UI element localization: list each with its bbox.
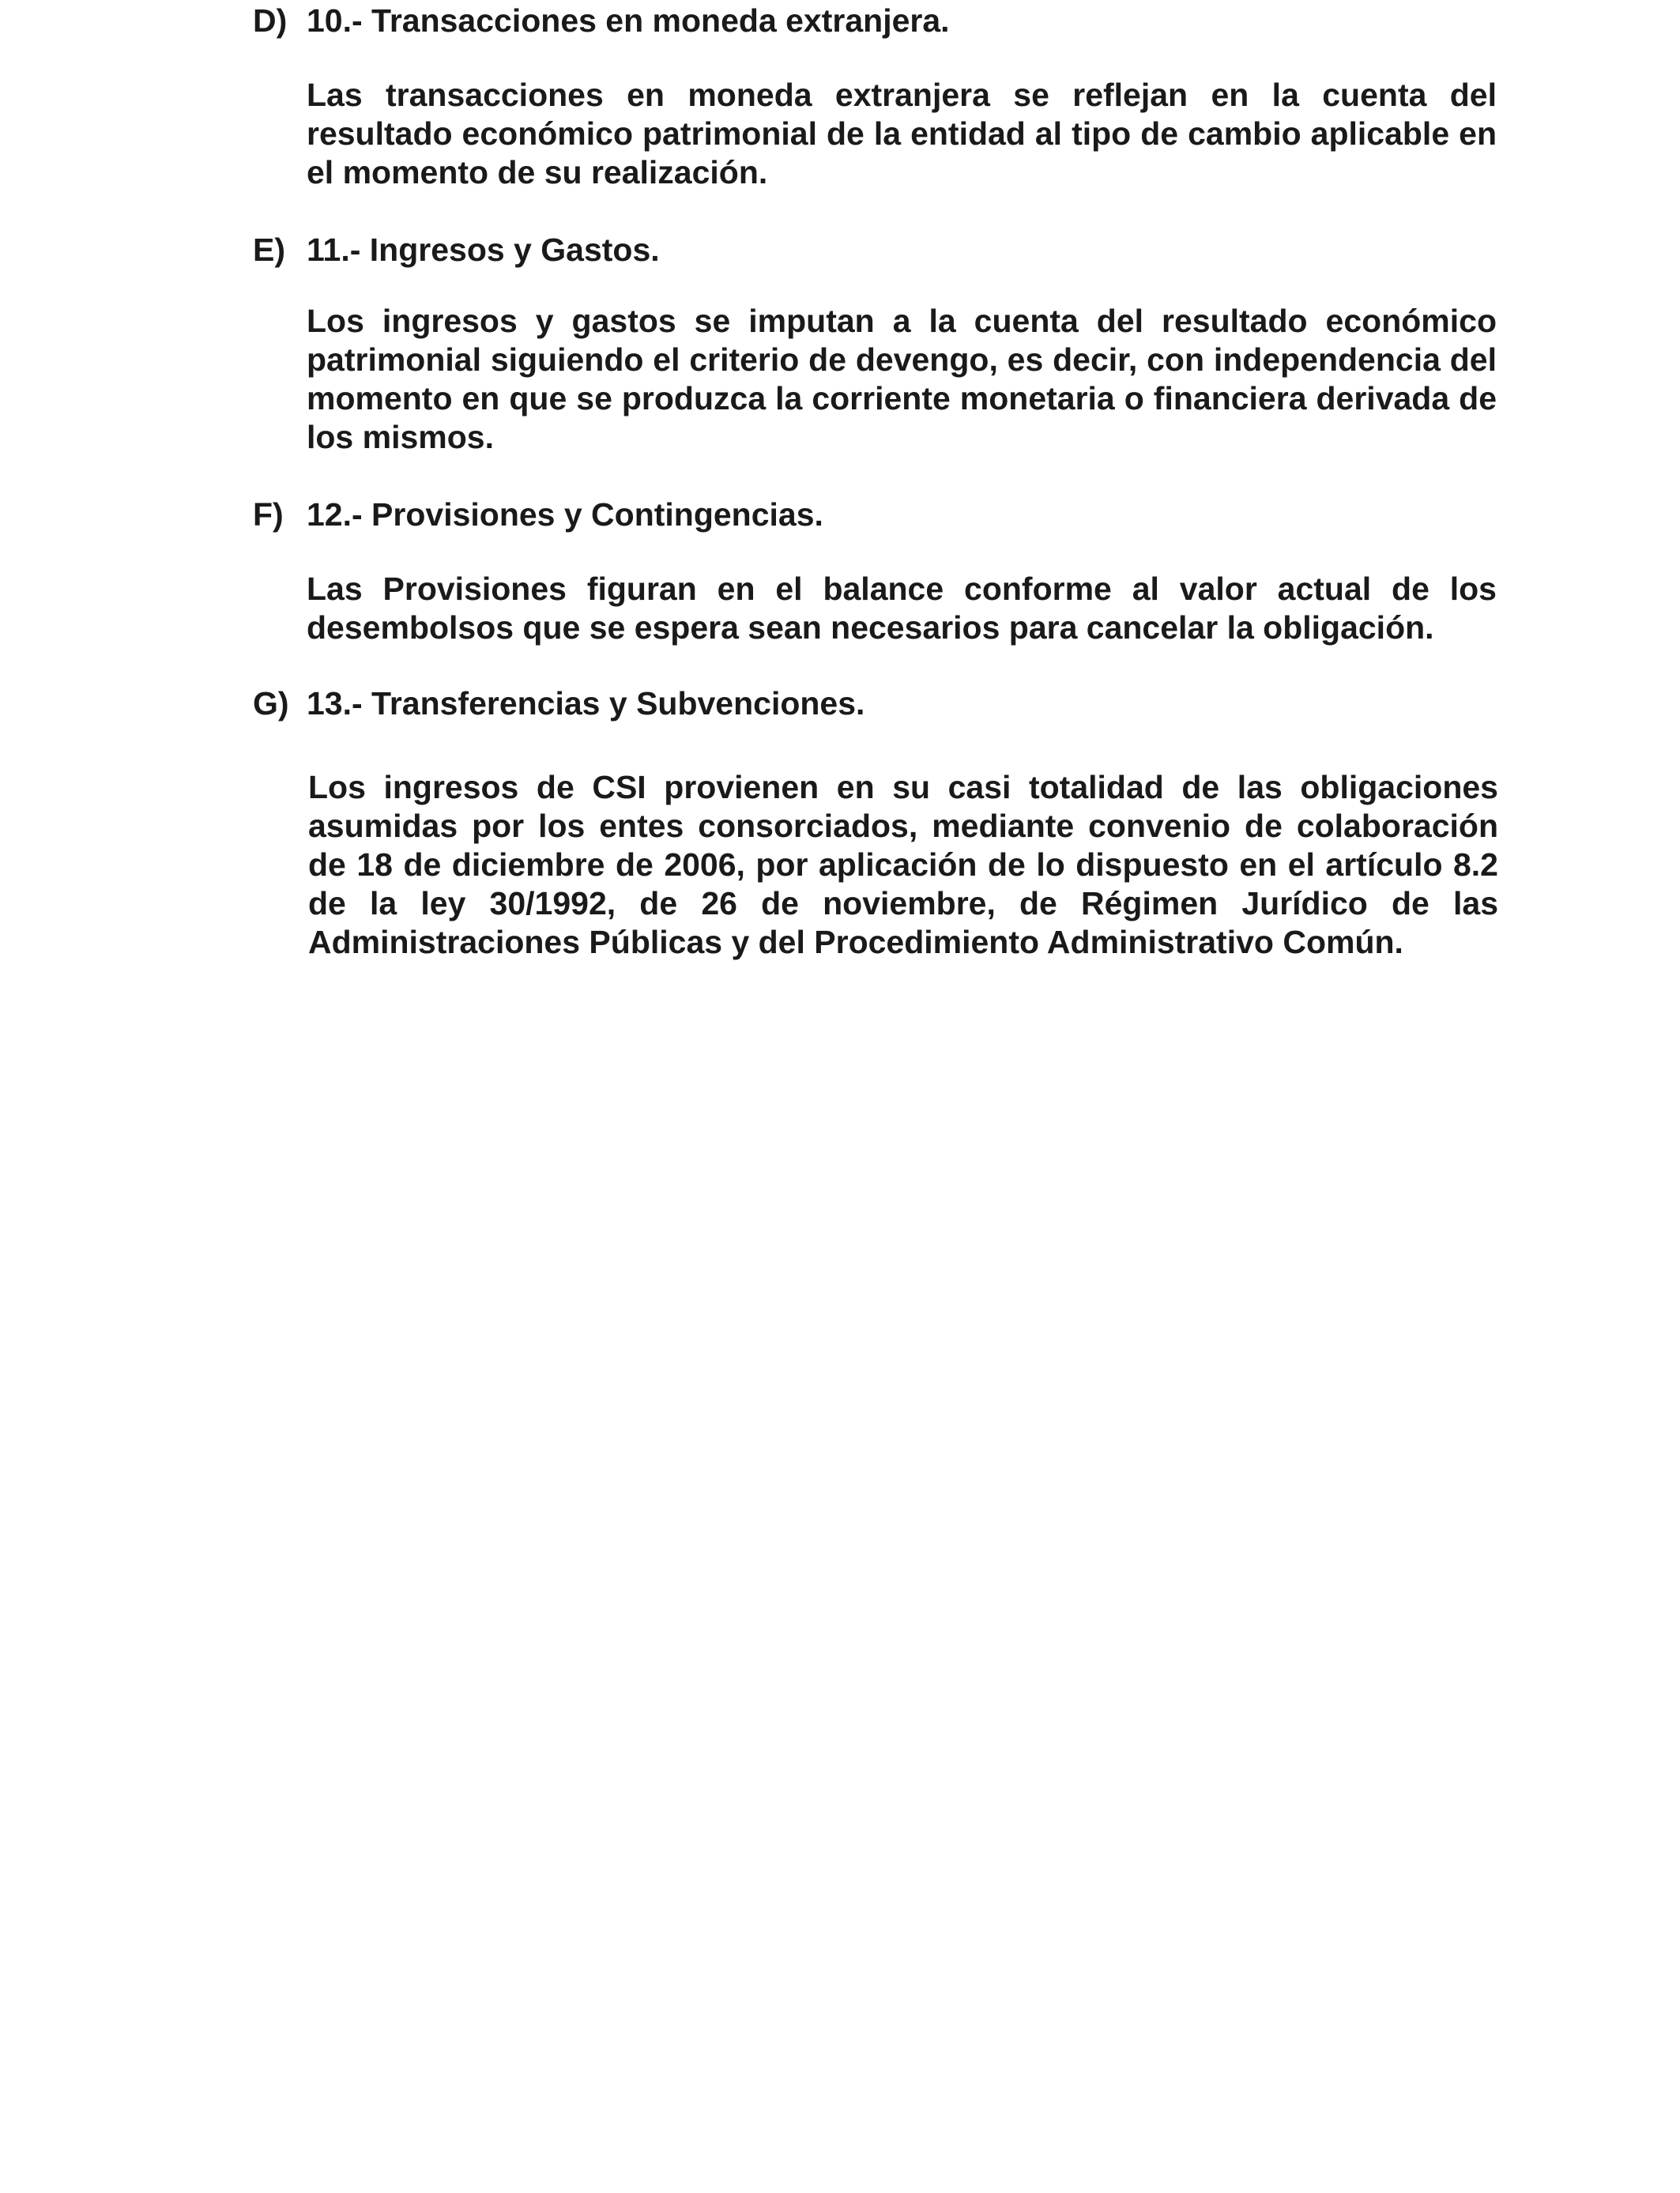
section-heading	[253, 231, 1498, 269]
section-body: Los ingresos y gastos se imputan a la cuenta del resultado económico patrimonial siguiendo el criterio de devengo, es decir, con independencia del momento en que se produzca la corriente monetaria o financiera derivada de los mismos.	[307, 303, 1497, 455]
section-title: 10.- Transacciones en moneda extranjera.	[307, 2, 950, 39]
section-body: Las transacciones en moneda extranjera se reflejan en la cuenta del resultado económico patrimonial de la entidad al tipo de cambio aplicable en el momento de su realización.	[307, 77, 1497, 190]
section-letter: F)	[253, 496, 284, 533]
section-body: Las Provisiones figuran en el balance conforme al valor actual de los desembolsos que se espera sean necesarios para cancelar la obligación.	[307, 571, 1497, 646]
section-d	[253, 2, 1498, 190]
section-title: 11.- Ingresos y Gastos.	[307, 232, 660, 268]
section-f	[253, 495, 1498, 646]
section-heading	[253, 2, 1498, 40]
section-title: 12.- Provisiones y Contingencias.	[307, 496, 823, 533]
section-heading	[253, 684, 1498, 723]
section-heading	[253, 495, 1498, 534]
section-g	[253, 684, 1498, 960]
section-letter: D)	[253, 2, 288, 39]
section-body: Los ingresos de CSI provienen en su casi totalidad de las obligaciones asumidas por los entes consorciados, mediante convenio de colaboración de 18 de diciembre de 2006, por aplicación de lo dispuesto en el artículo 8.2 de la ley 30/1992, de 26 de noviembre, de Régimen Jurídico de las Administraciones Públicas y del Procedimiento Administrativo Común.	[308, 769, 1498, 960]
section-title: 13.- Transferencias y Subvenciones.	[307, 685, 865, 722]
section-letter: E)	[253, 232, 285, 268]
section-letter: G)	[253, 685, 289, 722]
section-e	[253, 231, 1498, 455]
